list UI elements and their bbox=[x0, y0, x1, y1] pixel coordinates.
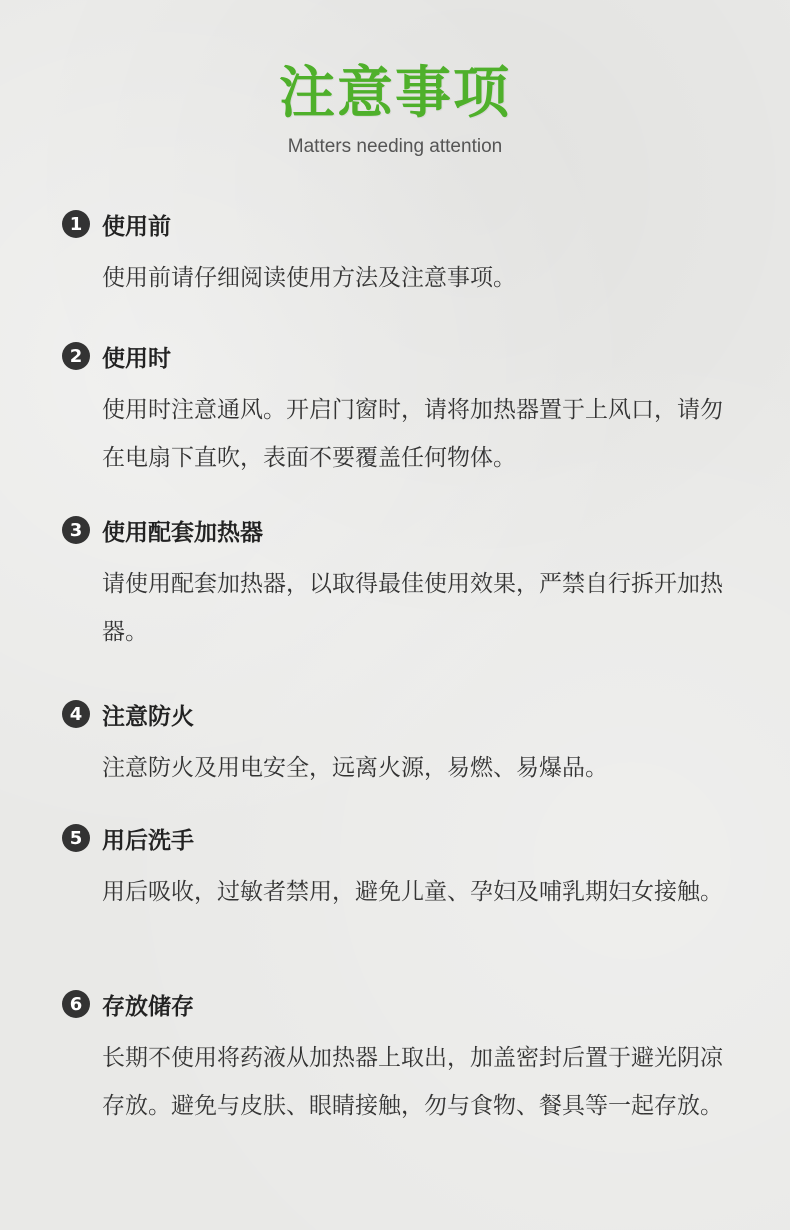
section-heading bbox=[62, 340, 742, 372]
section-wash-hands bbox=[62, 822, 742, 916]
section-heading bbox=[62, 822, 742, 854]
number-badge: 6 bbox=[62, 990, 90, 1018]
number-badge: 5 bbox=[62, 824, 90, 852]
section-storage bbox=[62, 988, 742, 1130]
number-badge: 4 bbox=[62, 700, 90, 728]
section-heading bbox=[62, 514, 742, 546]
section-title: 用后洗手 bbox=[102, 827, 194, 854]
section-body: 使用前请仔细阅读使用方法及注意事项。 bbox=[102, 265, 516, 291]
section-heading bbox=[62, 208, 742, 240]
section-before-use bbox=[62, 208, 742, 302]
number-badge: 1 bbox=[62, 210, 90, 238]
section-heading bbox=[62, 698, 742, 730]
section-body: 使用时注意通风。开启门窗时，请将加热器置于上风口，请勿在电扇下直吹，表面不要覆盖任何物体。 bbox=[102, 397, 723, 471]
section-body: 请使用配套加热器，以取得最佳使用效果，严禁自行拆开加热器。 bbox=[102, 571, 723, 645]
section-fire-safety bbox=[62, 698, 742, 792]
section-during-use bbox=[62, 340, 742, 482]
section-title: 使用前 bbox=[102, 213, 171, 240]
section-body: 长期不使用将药液从加热器上取出，加盖密封后置于避光阴凉存放。避免与皮肤、眼睛接触，勿与食物、餐具等一起存放。 bbox=[102, 1045, 723, 1119]
number-badge: 2 bbox=[62, 342, 90, 370]
section-matching-heater bbox=[62, 514, 742, 656]
page-subtitle: Matters needing attention bbox=[287, 136, 503, 157]
section-body: 注意防火及用电安全，远离火源，易燃、易爆品。 bbox=[102, 755, 608, 781]
section-title: 存放储存 bbox=[102, 993, 194, 1020]
section-body: 用后吸收，过敏者禁用，避免儿童、孕妇及哺乳期妇女接触。 bbox=[102, 879, 723, 905]
section-title: 使用时 bbox=[102, 345, 171, 372]
number-badge: 3 bbox=[62, 516, 90, 544]
page-header bbox=[0, 58, 790, 160]
section-title: 注意防火 bbox=[102, 703, 194, 730]
section-title: 使用配套加热器 bbox=[102, 519, 263, 546]
section-heading bbox=[62, 988, 742, 1020]
page-title: 注意事项 bbox=[279, 61, 511, 126]
